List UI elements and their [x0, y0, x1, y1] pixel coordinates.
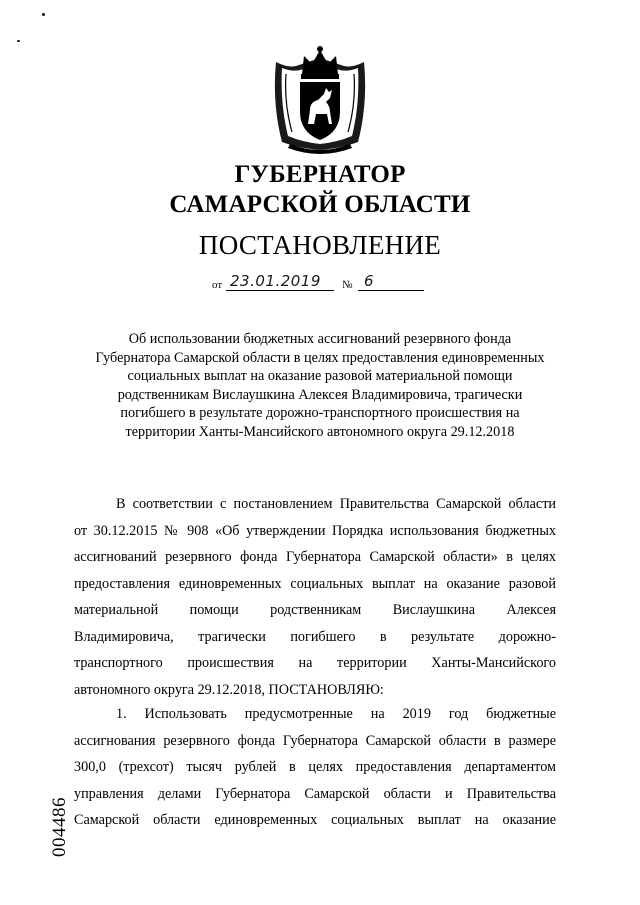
authority-title-line1: ГУБЕРНАТОР — [234, 161, 406, 188]
paragraph-line: Самарской области единовременных социальных выплат на оказание — [74, 812, 556, 828]
dateline — [212, 270, 442, 294]
scan-speck — [17, 40, 20, 42]
resolution-title — [60, 330, 580, 441]
paragraph-line: предоставления единовременных социальных выплат на оказание разовой — [74, 575, 556, 592]
title-line: Об использовании бюджетных ассигнований резервного фонда — [128, 331, 512, 347]
samara-coat-of-arms-icon — [268, 44, 372, 156]
paragraph-line: 1. Использовать предусмотренные на 2019 год бюджетные — [116, 706, 556, 722]
body-paragraph-preamble — [74, 491, 556, 703]
number-underline — [358, 290, 424, 291]
date-label: от — [212, 279, 223, 291]
date-underline — [226, 290, 334, 291]
paragraph-line: Владимировича, трагически погибшего в результате дорожно- — [74, 628, 556, 645]
registration-stamp — [44, 787, 76, 867]
paragraph-line: автономного округа 29.12.2018, ПОСТАНОВЛЯЮ: — [74, 681, 384, 698]
number-label: № — [342, 279, 353, 291]
authority-title-line2: САМАРСКОЙ ОБЛАСТИ — [169, 191, 471, 218]
title-line: погибшего в результате дорожно-транспортного происшествия на — [120, 405, 520, 421]
title-line: социальных выплат на оказание разовой материальной помощи — [127, 368, 513, 384]
handwritten-number: 6 — [364, 272, 375, 290]
title-line: Губернатора Самарской области в целях предоставления единовременных — [95, 349, 545, 366]
registration-number: 004486 — [49, 797, 70, 857]
paragraph-line: управления делами Губернатора Самарской области и Правительства — [74, 785, 556, 802]
paragraph-line: ассигнований резервного фонда Губернатора Самарской области» в целях — [74, 549, 556, 565]
paragraph-line: 300,0 (трехсот) тысяч рублей в целях предоставления департаментом — [74, 759, 556, 775]
title-line: территории Ханты-Мансийского автономного округа 29.12.2018 — [125, 423, 515, 440]
title-line: родственникам Вислаушкина Алексея Владимировича, трагически — [117, 386, 523, 403]
document-type: ПОСТАНОВЛЕНИЕ — [198, 230, 442, 260]
paragraph-line: материальной помощи родственникам Вислаушкина Алексея — [74, 602, 556, 618]
body-paragraph-item-1 — [74, 701, 556, 834]
paragraph-line: транспортного происшествия на территории Ханты-Мансийского — [74, 655, 556, 671]
paragraph-line: от 30.12.2015 № 908 «Об утверждении Порядка использования бюджетных — [74, 522, 556, 539]
paragraph-line: В соответствии с постановлением Правительства Самарской области — [116, 496, 556, 512]
paragraph-line: ассигнования резервного фонда Губернатора Самарской области в размере — [74, 732, 556, 749]
handwritten-date: 23.01.2019 — [230, 272, 321, 290]
scan-speck — [42, 13, 45, 16]
